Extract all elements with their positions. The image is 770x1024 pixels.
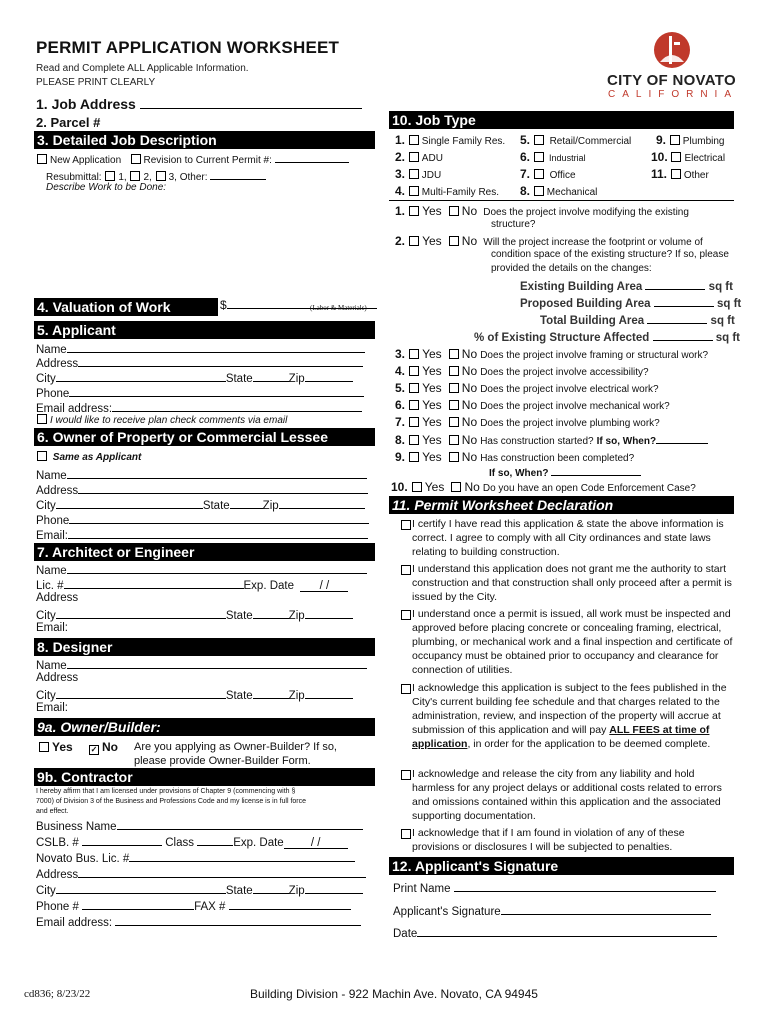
applicant-city-line[interactable] [56,370,226,382]
job-type-6-checkbox[interactable] [534,152,544,162]
section-4-header: 4. Valuation of Work [34,298,218,316]
describe-work-label: Describe Work to be Done: [46,182,167,193]
resub-other-line[interactable] [210,168,266,180]
q10-no-checkbox[interactable] [451,482,461,492]
question-5: 5. Yes No Does the project involve electrical work? [395,381,659,395]
job-type-9[interactable]: 9. Plumbing [656,133,725,147]
decl-2-checkbox[interactable] [401,565,411,575]
question-1-cont: structure? [491,219,536,230]
q8-yes-checkbox[interactable] [409,435,419,445]
owner-builder-question: Are you applying as Owner-Builder? If so, [134,741,337,753]
decl-5-checkbox[interactable] [401,770,411,780]
question-2-cont: condition space of the existing structure? If so, please [491,249,729,260]
job-type-6[interactable]: 6. Industrial [520,150,586,164]
section-3-header: 3. Detailed Job Description [34,131,375,149]
novato-bus-lic-field[interactable]: Novato Bus. Lic. # [36,850,355,865]
designer-state-line[interactable] [253,687,289,699]
job-type-1[interactable]: 1. Single Family Res. [395,133,506,147]
decl-1-checkbox[interactable] [401,520,411,530]
job-type-8-checkbox[interactable] [534,186,544,196]
owner-phone-line[interactable] [69,512,369,524]
contractor-affirm-line3: and effect. [36,808,69,815]
section-9a-header: 9a. Owner/Builder: [34,718,375,736]
job-type-8[interactable]: 8. Mechanical [520,184,598,198]
q2-no-checkbox[interactable] [449,236,459,246]
declaration-1[interactable]: I certify I have read this application & state the above information is correct. I agree to comply with all City ordinances and state laws relating to building construction. [398,517,733,559]
existing-area-line[interactable] [645,278,705,290]
owner-builder-no-checkbox[interactable]: ✓ [90,745,98,754]
applicant-city-field[interactable]: City State Zip [36,370,353,385]
novato-bus-lic-line[interactable] [129,850,355,862]
owner-city-line[interactable] [56,497,203,509]
architect-name-line[interactable] [67,562,367,574]
applicant-address-line[interactable] [78,355,363,367]
job-address-label: 1. Job Address [36,96,136,112]
owner-city-field[interactable]: City State Zip [36,497,365,512]
same-as-applicant-checkbox[interactable] [37,451,47,461]
divider [389,200,734,201]
job-type-2[interactable]: 2. ADU [395,150,443,164]
q4-no-checkbox[interactable] [449,366,459,376]
architect-email-label: Email: [36,622,68,634]
q9-when-line[interactable] [551,464,641,476]
resub-2-checkbox[interactable] [130,171,140,181]
job-type-5[interactable]: 5. Retail/Commercial [520,133,632,147]
q6-yes-checkbox[interactable] [409,400,419,410]
resubmittal-row: Resubmittal: 1, 2, 3, Other: [46,168,266,183]
percent-affected-field[interactable]: % of Existing Structure Affected sq ft [474,329,740,344]
q1-yes-checkbox[interactable] [409,206,419,216]
applicant-phone-field[interactable]: Phone [36,385,364,400]
job-address-field[interactable] [36,96,362,112]
architect-name-field[interactable]: Name [36,562,367,577]
question-1: 1. Yes No Does the project involve modifying the existing [395,204,689,218]
q10-yes-checkbox[interactable] [412,482,422,492]
valuation-field[interactable]: $ [220,297,377,312]
applicant-state-line[interactable] [253,370,289,382]
job-type-10[interactable]: 10. Electrical [651,150,726,164]
business-name-line[interactable] [117,818,363,830]
designer-name-line[interactable] [67,657,367,669]
owner-builder-yes-checkbox[interactable] [39,742,49,752]
owner-email-line[interactable] [68,527,368,539]
job-type-10-checkbox[interactable] [671,152,681,162]
q9-no-checkbox[interactable] [449,452,459,462]
contractor-affirm-line1: I hereby affirm that I am licensed under provisions of Chapter 9 (commencing with § [36,788,296,795]
contractor-zip-line[interactable] [305,882,363,894]
architect-license-field[interactable]: Lic. # Exp. Date / / [36,577,348,592]
owner-email-field[interactable]: Email: [36,527,368,542]
owner-zip-line[interactable] [279,497,365,509]
owner-builder-yes-option[interactable]: Yes [38,740,73,754]
revision-permit-line[interactable] [275,151,349,163]
question-9: 9. Yes No Has construction been completed? [395,450,635,464]
receive-comments-checkbox[interactable] [37,414,47,424]
cslb-field[interactable]: CSLB. # Class Exp. Date / / [36,834,348,849]
section-5-header: 5. Applicant [34,321,375,339]
applicant-name-field[interactable]: Name [36,341,365,356]
cslb-line[interactable] [82,834,162,846]
decl-4-checkbox[interactable] [401,684,411,694]
section-10-header: 10. Job Type [389,111,734,129]
job-address-line[interactable] [140,97,362,109]
section-7-header: 7. Architect or Engineer [34,543,375,561]
question-10: 10. Yes No Do you have an open Code Enforcement Case? [391,480,696,494]
q5-no-checkbox[interactable] [449,383,459,393]
q8-no-checkbox[interactable] [449,435,459,445]
applicant-email-field[interactable]: Email address: [36,400,362,415]
question-6: 6. Yes No Does the project involve mechanical work? [395,398,670,412]
q8-when-line[interactable] [656,432,708,444]
applicant-email-line[interactable] [112,400,362,412]
parcel-label: 2. Parcel # [36,115,101,130]
owner-name-field[interactable]: Name [36,467,367,482]
job-type-5-checkbox[interactable] [534,135,544,145]
valuation-note: (Labor & Materials) [310,304,367,312]
owner-state-line[interactable] [230,497,263,509]
architect-zip-line[interactable] [305,607,353,619]
logo-state-name: CALIFORNIA [608,89,739,100]
same-as-applicant-option[interactable]: Same as Applicant [36,451,141,463]
section-12-header: 12. Applicant's Signature [389,857,734,875]
q9-when-field[interactable]: If so, When? [489,464,641,479]
contractor-state-line[interactable] [253,882,289,894]
architect-license-line[interactable] [64,577,244,589]
job-description-options: New Application Revision to Current Permit #: [36,151,349,166]
form-code: cd836; 8/23/22 [24,988,91,1000]
job-type-3-checkbox[interactable] [409,169,419,179]
designer-address-label: Address [36,672,79,684]
footer-address: Building Division - 922 Machin Ave. Novato, CA 94945 [250,987,538,1001]
signature-field[interactable]: Applicant's Signature [393,903,711,918]
job-type-7[interactable]: 7. Office [520,167,576,181]
architect-exp-line[interactable]: / / [300,580,348,592]
q9-yes-checkbox[interactable] [409,452,419,462]
designer-city-line[interactable] [56,687,226,699]
print-name-line[interactable] [454,880,716,892]
proposed-area-field[interactable]: Proposed Building Area sq ft [520,295,741,310]
question-3: 3. Yes No Does the project involve framing or structural work? [395,347,709,361]
instructions-line1: Read and Complete ALL Applicable Information. [36,63,249,74]
owner-builder-no-option[interactable]: ✓ No [90,740,118,754]
designer-city-field[interactable]: City State Zip [36,687,353,702]
declaration-6[interactable]: I acknowledge that if I am found in violation of any of these provisions or disclosures I will be subjected to penalties. [398,826,733,854]
logo-city-name: CITY OF NOVATO [607,72,736,89]
q3-yes-checkbox[interactable] [409,349,419,359]
architect-city-field[interactable]: City State Zip [36,607,353,622]
owner-address-field[interactable]: Address [36,482,368,497]
contractor-email-line[interactable] [115,914,361,926]
q4-yes-checkbox[interactable] [409,366,419,376]
architect-city-line[interactable] [56,607,226,619]
job-type-2-checkbox[interactable] [409,152,419,162]
contractor-city-field[interactable]: City State Zip [36,882,363,897]
city-seal-icon [652,30,692,74]
job-type-9-checkbox[interactable] [670,135,680,145]
contractor-phone-line[interactable] [82,898,194,910]
q2-yes-checkbox[interactable] [409,236,419,246]
job-type-11[interactable]: 11. Other [651,167,709,181]
decl-3-checkbox[interactable] [401,610,411,620]
owner-address-line[interactable] [78,482,368,494]
question-8: 8. Yes No Has construction started? If so, When? [395,432,708,447]
print-name-field[interactable]: Print Name [393,880,716,895]
contractor-city-line[interactable] [56,882,226,894]
q1-no-checkbox[interactable] [449,206,459,216]
contractor-phone-field[interactable]: Phone # FAX # [36,898,351,913]
revision-checkbox[interactable] [131,154,141,164]
section-9b-header: 9b. Contractor [34,768,375,786]
q3-no-checkbox[interactable] [449,349,459,359]
q7-yes-checkbox[interactable] [409,417,419,427]
question-7: 7. Yes No Does the project involve plumbing work? [395,415,660,429]
owner-builder-question-2: please provide Owner-Builder Form. [134,755,311,767]
total-area-field[interactable]: Total Building Area sq ft [540,312,735,327]
q6-no-checkbox[interactable] [449,400,459,410]
job-type-3[interactable]: 3. JDU [395,167,442,181]
section-11-header: 11. Permit Worksheet Declaration [389,496,734,514]
architect-address-label: Address [36,592,79,604]
contractor-fax-line[interactable] [229,898,351,910]
declaration-5[interactable]: I acknowledge and release the city from any liability and hold harmless for any project delays or additional costs related to errors and omissions contained within this application and the associated supporting documentation. [398,767,733,823]
date-line[interactable] [417,925,717,937]
applicant-address-field[interactable]: Address [36,355,363,370]
decl-6-checkbox[interactable] [401,829,411,839]
owner-name-line[interactable] [67,467,367,479]
question-4: 4. Yes No Does the project involve accessibility? [395,364,649,378]
city-logo-emblem [652,30,692,74]
signature-line[interactable] [501,903,711,915]
owner-phone-field[interactable]: Phone [36,512,369,527]
percent-affected-line[interactable] [653,329,713,341]
contractor-exp-line[interactable]: / / [284,837,348,849]
section-8-header: 8. Designer [34,638,375,656]
designer-name-field[interactable]: Name [36,657,367,672]
section-6-header: 6. Owner of Property or Commercial Lessee [34,428,375,446]
applicant-zip-line[interactable] [305,370,353,382]
contractor-email-field[interactable]: Email address: [36,914,361,929]
declaration-3[interactable]: I understand once a permit is issued, all work must be inspected and approved before placing concrete or concealing framing, electrical, plumbing, or mechanical work and a final inspection and certificate of occupancy must be obtained prior to occupancy and clearance for connection of utilities. [398,607,733,677]
resub-1-checkbox[interactable] [105,171,115,181]
job-type-4-checkbox[interactable] [409,186,419,196]
job-type-1-checkbox[interactable] [409,135,419,145]
receive-comments-option[interactable]: I would like to receive plan check comments via email [36,414,287,426]
date-field[interactable]: Date [393,925,717,940]
applicant-name-line[interactable] [67,341,365,353]
q7-no-checkbox[interactable] [449,417,459,427]
question-2: 2. Yes No Will the project increase the footprint or volume of [395,234,703,248]
q5-yes-checkbox[interactable] [409,383,419,393]
instructions-line2: PLEASE PRINT CLEARLY [36,77,156,88]
question-2-cont-2: provided the details on the changes: [491,263,652,274]
applicant-phone-line[interactable] [69,385,364,397]
contractor-address-field[interactable]: Address [36,866,366,881]
designer-zip-line[interactable] [305,687,353,699]
class-line[interactable] [197,834,233,846]
declaration-2[interactable]: I understand this application does not grant me the authority to start construction and that construction shall only proceed after a permit is issued by the City. [398,562,733,604]
contractor-affirm-line2: 7000) of Division 3 of the Business and Professions Code and my license is in full force [36,798,307,805]
existing-area-field[interactable]: Existing Building Area sq ft [520,278,733,293]
business-name-field[interactable]: Business Name [36,818,363,833]
page-title: PERMIT APPLICATION WORKSHEET [36,38,340,57]
resub-3-checkbox[interactable] [156,171,166,181]
total-area-line[interactable] [647,312,707,324]
new-application-checkbox[interactable] [37,154,47,164]
proposed-area-line[interactable] [654,295,714,307]
contractor-address-line[interactable] [78,866,366,878]
job-type-7-checkbox[interactable] [534,169,544,179]
declaration-4[interactable]: I acknowledge this application is subject to the fees published in the City's current building fee schedule and that charges related to the administration, review, and inspection of the property will accrue at submission of this application and will pay ALL FEES at time of application, in order for the application to be deemed complete. [398,681,733,751]
job-type-4[interactable]: 4. Multi-Family Res. [395,184,500,198]
architect-state-line[interactable] [253,607,289,619]
designer-email-label: Email: [36,702,68,714]
job-type-11-checkbox[interactable] [671,169,681,179]
